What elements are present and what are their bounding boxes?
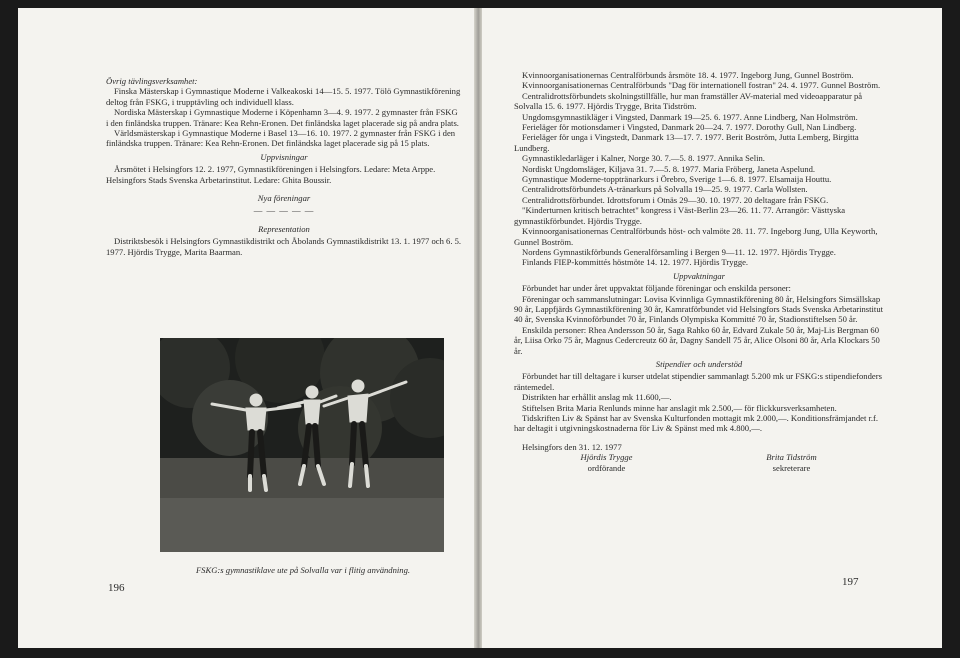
list-item: Centralidrottsförbundets skolningstillfälle, hur man framställer AV-material med videoapparatur på Solvalla 15. 6. 1977. Hjördis Trygge, Brita Tidström. (514, 90, 863, 112)
list-item: Kvinnoorganisationernas Centralförbunds "Dag för internationell fostran" 24. 4. 1977. Gunnel Boström. (522, 80, 881, 91)
signature-name: Brita Tidström (766, 452, 817, 463)
paragraph: Föreningar och sammanslutningar: Lovisa Kvinnliga Gymnastikförening 80 år, Helsingfors Simsällskap 90 år, Lappfjärds Gymnastikförening 30 år, Kamratförbundet vid Helsingfors Stads Svenska Arbetarinstitut 40 år, Svenska Kvinnoförbundet 70 år, Finlands Olympiska Kommitté 70 år, Stadionstiftelsen 50 år. (514, 293, 884, 325)
date-line: Helsingfors den 31. 12. 1977 (522, 441, 622, 452)
signature-title: sekreterare (772, 462, 811, 473)
list-item: Gymnastique Moderne-topptränarkurs i Örebro, Sverige 1—6. 8. 1977. Elsamaija Houttu. (522, 174, 832, 185)
paragraph: Världsmästerskap i Gymnastique Moderne i Basel 13—16. 10. 1977. 2 gymnaster från FSKG i den finländska truppen. Tränare: Kea Rehn-Eronen. Det finländska laget placerade sig på 15 plats. (106, 128, 456, 149)
list-item: Nordens Gymnastikförbunds Generalförsamling i Bergen 9—11. 12. 1977. Hjördis Trygge. (522, 246, 836, 257)
signature-title: ordförande (587, 462, 626, 473)
list-item: Gymnastikledarläger i Kalner, Norge 30. 7.—5. 8. 1977. Annika Selin. (522, 153, 765, 164)
subheading-representation: Representation (258, 223, 310, 234)
subheading-stipendier: Stipendier och understöd (655, 358, 743, 369)
paragraph: Distrikten har erhållit anslag mk 11.600,—. (522, 392, 672, 403)
paragraph: Förbundet har under året uppvaktat följande föreningar och enskilda personer: (522, 283, 791, 294)
signature-name: Hjördis Trygge (580, 452, 633, 463)
subheading-nya-foreningar: Nya föreningar (257, 193, 311, 204)
page-number: 197 (842, 576, 859, 588)
list-item: "Kinderturnen kritisch betrachtet" kongress i Väst-Berlin 23—26. 11. 77. Arrangör: Västtyska gymnastikförbundet. Hjördis Trygge. (514, 205, 846, 226)
paragraph: Distriktsbesök i Helsingfors Gymnastikdistrikt och Åbolands Gymnastikdistrikt 13. 1. 1977 och 6. 5. 1977. Hjördis Trygge, Marita Baarman. (106, 236, 462, 257)
paragraph: Finska Mästerskap i Gymnastique Moderne i Valkeakoski 14—15. 5. 1977. Tölö Gymnastikförening deltog från FSKG, i trupptävling och individuell klass. (106, 86, 461, 107)
list-item: Ungdomsgymnastikläger i Vingsted, Danmark 19—25. 6. 1977. Anne Lindberg, Nan Holmström. (522, 111, 858, 122)
paragraph: Stiftelsen Brita Maria Renlunds minne har anslagit mk 2.500,— för flickkursverksamheten. (522, 402, 837, 413)
subheading-uppvaktningar: Uppvaktningar (672, 270, 726, 281)
list-item: Kvinnoorganisationernas Centralförbunds årsmöte 18. 4. 1977. Ingeborg Jung, Gunnel Boström. (522, 70, 854, 80)
paragraph: Tidskriften Liv & Spänst har av Svenska Kulturfonden mottagit mk 2.000,—. Konditionsfrämjandet r.f. har deltagit i utgivningskostnaderna för Liv & Spänst med mk 4.800,—. (514, 413, 879, 434)
list-item: Nordiskt Ungdomsläger, Kiljava 31. 7.—5. 8. 1977. Maria Fröberg, Janeta Aspelund. (522, 163, 816, 174)
dash-line: — — — — — (253, 205, 315, 216)
paragraph: Enskilda personer: Rhea Andersson 50 år, Saga Rahko 60 år, Edvard Zukale 50 år, Maj-Lis Bergman 60 år, Liisa Orko 75 år, Magnus Cedercreutz 60 år, Dagny Sandell 75 år, Alice Olsoni 80 år, Arla Klockars 50 år. (514, 324, 880, 356)
section-heading: Övrig tävlingsverksamhet: (106, 76, 198, 86)
list-item: Ferieläger för motionsdamer i Vingsted, Danmark 20—24. 7. 1977. Dorothy Gull, Nan Lindberg. (522, 122, 857, 133)
page-number: 196 (108, 582, 125, 594)
list-item: Ferieläger för unga i Vingstedt, Danmark 13—17. 7. 1977. Berit Boström, Jutta Lemberg, Birgitta Lundberg. (514, 132, 859, 153)
photo-caption: FSKG:s gymnastiklave ute på Solvalla var i flitig användning. (195, 565, 411, 575)
paragraph: Årsmötet i Helsingfors 12. 2. 1977, Gymnastikföreningen i Helsingfors. Ledare: Meta Arppe. Helsingfors Stads Svenska Arbetarinstitut. Ledare: Ghita Boussir. (106, 164, 436, 185)
signature-block (514, 442, 884, 473)
paragraph: Förbundet har till deltagare i kurser utdelat stipendier sammanlagt 5.200 mk ur FSKG:s stipendiefonders räntemedel. (514, 371, 882, 392)
right-text-column (514, 70, 884, 473)
list-item: Finlands FIEP-kommittés höstmöte 14. 12. 1977. Hjördis Trygge. (522, 257, 749, 268)
gymnastics-photo (160, 338, 444, 552)
left-text-column (106, 76, 462, 257)
list-item: Kvinnoorganisationernas Centralförbunds höst- och valmöte 28. 11. 77. Ingeborg Jung, Ulla Keyworth, Gunnel Boström. (514, 226, 878, 247)
paragraph: Nordiska Mästerskap i Gymnastique Moderne i Köpenhamn 3—4. 9. 1977. 2 gymnaster från FSKG i den finländska truppen. Tränare: Kea Rehn-Eronen. Det finländska laget placerade sig på andra plats. (106, 107, 459, 128)
subheading-uppvisningar: Uppvisningar (260, 151, 308, 162)
left-page (18, 8, 476, 648)
right-page (482, 8, 942, 648)
list-item: Centralidrottsförbundet. Idrottsforum i Otnäs 29—30. 10. 1977. 20 deltagare från FSKG. (522, 194, 829, 205)
list-item: Centralidrottsförbundets A-tränarkurs på Solvalla 19—25. 9. 1977. Carla Wollsten. (522, 184, 808, 195)
